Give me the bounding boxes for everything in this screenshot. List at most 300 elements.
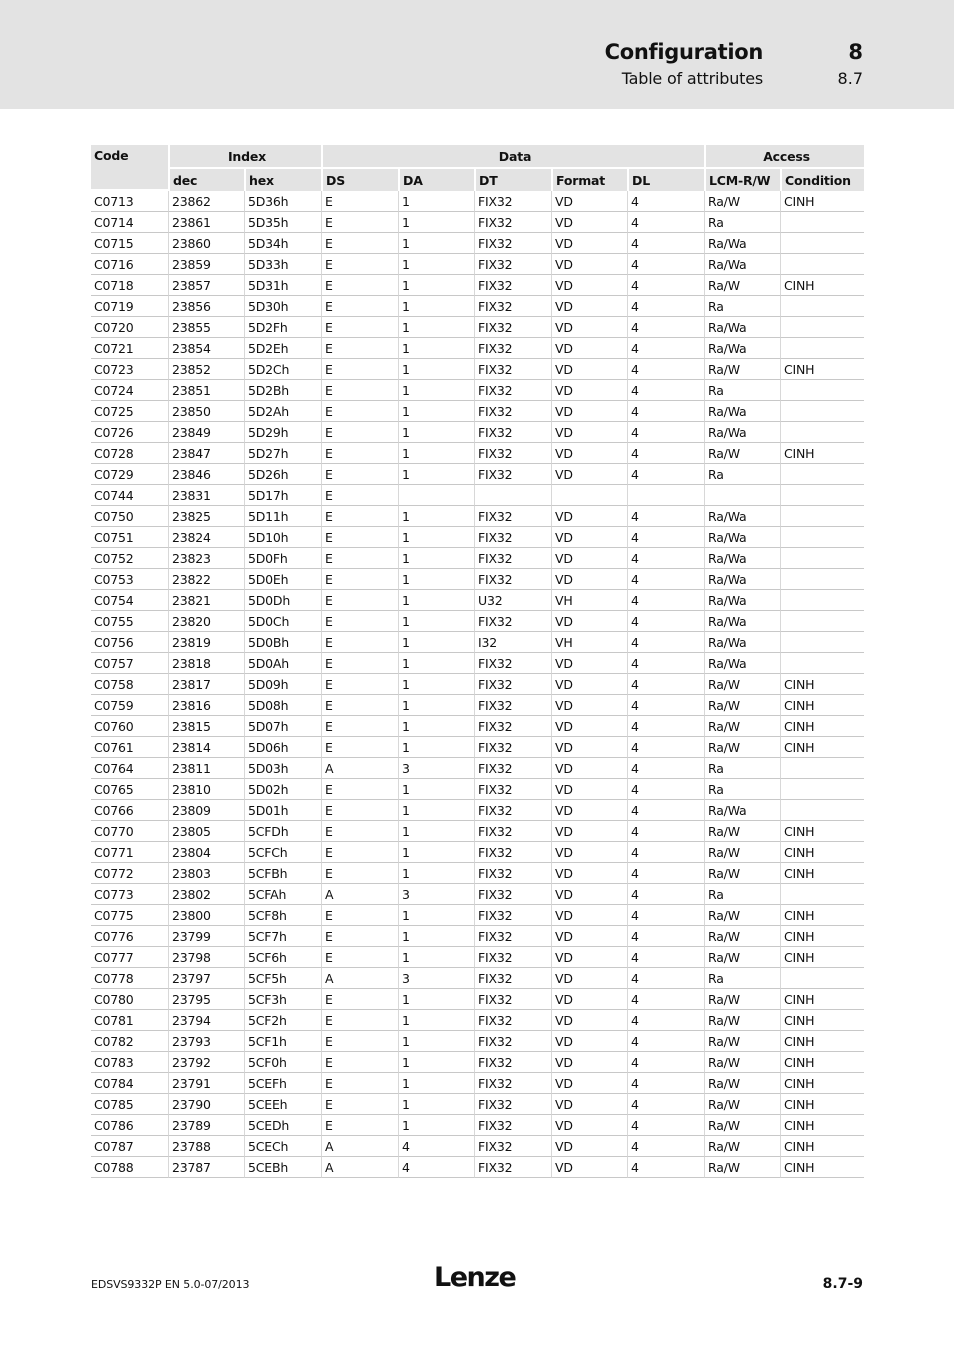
cell-ds: E <box>321 716 398 737</box>
cell-code: C0728 <box>91 443 168 464</box>
cell-da: 1 <box>398 443 474 464</box>
cell-dec: 23802 <box>168 884 244 905</box>
cell-da: 1 <box>398 527 474 548</box>
cell-dt: FIX32 <box>474 1031 551 1052</box>
cell-hex: 5CF0h <box>244 1052 321 1073</box>
cell-dec: 23846 <box>168 464 244 485</box>
cell-format <box>551 485 627 506</box>
cell-dt: FIX32 <box>474 464 551 485</box>
cell-dt: FIX32 <box>474 569 551 590</box>
cell-format: VD <box>551 695 627 716</box>
cell-ds: E <box>321 317 398 338</box>
cell-ds: E <box>321 422 398 443</box>
cell-dt: FIX32 <box>474 359 551 380</box>
cell-condition <box>780 590 864 611</box>
cell-hex: 5CF3h <box>244 989 321 1010</box>
table-row <box>91 317 864 338</box>
cell-ds: E <box>321 989 398 1010</box>
cell-ds: E <box>321 905 398 926</box>
header-code: Code <box>91 145 168 191</box>
cell-condition <box>780 317 864 338</box>
cell-dec: 23857 <box>168 275 244 296</box>
cell-condition <box>780 653 864 674</box>
cell-hex: 5D10h <box>244 527 321 548</box>
cell-code: C0761 <box>91 737 168 758</box>
cell-dt: FIX32 <box>474 905 551 926</box>
cell-lcm-rw: Ra/W <box>704 863 780 884</box>
cell-dl: 4 <box>627 947 704 968</box>
cell-format: VD <box>551 674 627 695</box>
table-body <box>91 191 864 1178</box>
cell-dt: FIX32 <box>474 1136 551 1157</box>
cell-da: 3 <box>398 758 474 779</box>
cell-da: 1 <box>398 1115 474 1136</box>
cell-condition: CINH <box>780 821 864 842</box>
cell-ds: E <box>321 779 398 800</box>
cell-lcm-rw: Ra/W <box>704 674 780 695</box>
cell-dt: FIX32 <box>474 863 551 884</box>
cell-hex: 5CEBh <box>244 1157 321 1178</box>
cell-lcm-rw: Ra <box>704 464 780 485</box>
cell-lcm-rw: Ra/W <box>704 191 780 212</box>
cell-condition: CINH <box>780 275 864 296</box>
cell-dt: FIX32 <box>474 611 551 632</box>
cell-dt: FIX32 <box>474 506 551 527</box>
cell-ds: E <box>321 947 398 968</box>
cell-dl: 4 <box>627 254 704 275</box>
cell-format: VD <box>551 611 627 632</box>
cell-dl: 4 <box>627 926 704 947</box>
cell-ds: E <box>321 380 398 401</box>
cell-format: VD <box>551 380 627 401</box>
cell-condition: CINH <box>780 1031 864 1052</box>
cell-dec: 23819 <box>168 632 244 653</box>
cell-code: C0765 <box>91 779 168 800</box>
cell-da: 1 <box>398 590 474 611</box>
cell-format: VD <box>551 506 627 527</box>
cell-hex: 5CEDh <box>244 1115 321 1136</box>
cell-dec: 23787 <box>168 1157 244 1178</box>
table-row <box>91 569 864 590</box>
table-row <box>91 800 864 821</box>
cell-format: VD <box>551 842 627 863</box>
cell-dl: 4 <box>627 800 704 821</box>
cell-ds: E <box>321 359 398 380</box>
cell-code: C0755 <box>91 611 168 632</box>
cell-condition: CINH <box>780 1136 864 1157</box>
cell-code: C0760 <box>91 716 168 737</box>
cell-lcm-rw: Ra <box>704 779 780 800</box>
cell-hex: 5D2Eh <box>244 338 321 359</box>
cell-lcm-rw: Ra/Wa <box>704 317 780 338</box>
cell-dec: 23791 <box>168 1073 244 1094</box>
cell-ds: A <box>321 968 398 989</box>
cell-hex: 5CFDh <box>244 821 321 842</box>
cell-da: 1 <box>398 548 474 569</box>
cell-lcm-rw: Ra/W <box>704 443 780 464</box>
cell-ds: E <box>321 1073 398 1094</box>
cell-da: 1 <box>398 359 474 380</box>
cell-da: 1 <box>398 779 474 800</box>
cell-ds: E <box>321 674 398 695</box>
cell-dt: FIX32 <box>474 821 551 842</box>
table-row <box>91 884 864 905</box>
cell-dt: FIX32 <box>474 233 551 254</box>
cell-code: C0775 <box>91 905 168 926</box>
cell-ds: E <box>321 485 398 506</box>
cell-code: C0756 <box>91 632 168 653</box>
cell-dec: 23794 <box>168 1010 244 1031</box>
header-index: Index <box>168 145 321 169</box>
cell-ds: E <box>321 527 398 548</box>
cell-code: C0759 <box>91 695 168 716</box>
cell-dec: 23815 <box>168 716 244 737</box>
cell-dec: 23799 <box>168 926 244 947</box>
header-dt: DT <box>474 169 551 191</box>
cell-ds: E <box>321 212 398 233</box>
cell-da: 4 <box>398 1157 474 1178</box>
cell-dt: I32 <box>474 632 551 653</box>
cell-hex: 5D09h <box>244 674 321 695</box>
cell-format: VD <box>551 338 627 359</box>
cell-lcm-rw: Ra/Wa <box>704 611 780 632</box>
header-dec: dec <box>168 169 244 191</box>
table-row <box>91 926 864 947</box>
cell-dec: 23809 <box>168 800 244 821</box>
cell-code: C0715 <box>91 233 168 254</box>
cell-lcm-rw: Ra/Wa <box>704 548 780 569</box>
cell-hex: 5D01h <box>244 800 321 821</box>
cell-format: VD <box>551 401 627 422</box>
cell-dl: 4 <box>627 653 704 674</box>
cell-format: VD <box>551 422 627 443</box>
cell-lcm-rw: Ra/W <box>704 1031 780 1052</box>
cell-da: 1 <box>398 842 474 863</box>
cell-lcm-rw: Ra/Wa <box>704 254 780 275</box>
cell-hex: 5D2Bh <box>244 380 321 401</box>
cell-dl: 4 <box>627 611 704 632</box>
cell-hex: 5D2Ch <box>244 359 321 380</box>
cell-condition: CINH <box>780 674 864 695</box>
cell-da: 1 <box>398 821 474 842</box>
cell-hex: 5D11h <box>244 506 321 527</box>
cell-format: VD <box>551 527 627 548</box>
cell-ds: A <box>321 758 398 779</box>
cell-condition: CINH <box>780 926 864 947</box>
header-data: Data <box>321 145 704 169</box>
cell-da: 1 <box>398 1073 474 1094</box>
cell-lcm-rw: Ra/W <box>704 695 780 716</box>
cell-dec: 23789 <box>168 1115 244 1136</box>
cell-hex: 5CFBh <box>244 863 321 884</box>
table-row <box>91 1115 864 1136</box>
cell-dec: 23856 <box>168 296 244 317</box>
cell-dec: 23822 <box>168 569 244 590</box>
table-row <box>91 548 864 569</box>
cell-dec: 23803 <box>168 863 244 884</box>
cell-dl: 4 <box>627 548 704 569</box>
table-row <box>91 401 864 422</box>
cell-code: C0718 <box>91 275 168 296</box>
cell-hex: 5D30h <box>244 296 321 317</box>
cell-dt: FIX32 <box>474 695 551 716</box>
table-row <box>91 863 864 884</box>
cell-lcm-rw: Ra/Wa <box>704 506 780 527</box>
cell-da: 1 <box>398 569 474 590</box>
cell-format: VD <box>551 548 627 569</box>
cell-dec: 23793 <box>168 1031 244 1052</box>
cell-lcm-rw: Ra/Wa <box>704 569 780 590</box>
cell-dl: 4 <box>627 1010 704 1031</box>
cell-lcm-rw: Ra/W <box>704 1115 780 1136</box>
cell-ds: E <box>321 296 398 317</box>
cell-ds: E <box>321 632 398 653</box>
table-row <box>91 632 864 653</box>
cell-format: VD <box>551 800 627 821</box>
cell-dl: 4 <box>627 569 704 590</box>
cell-dec: 23862 <box>168 191 244 212</box>
cell-dec: 23817 <box>168 674 244 695</box>
cell-dec: 23823 <box>168 548 244 569</box>
cell-da: 1 <box>398 737 474 758</box>
cell-dec: 23790 <box>168 1094 244 1115</box>
cell-dl: 4 <box>627 464 704 485</box>
cell-ds: E <box>321 1031 398 1052</box>
table-row <box>91 1094 864 1115</box>
cell-code: C0753 <box>91 569 168 590</box>
cell-format: VD <box>551 254 627 275</box>
cell-dec: 23814 <box>168 737 244 758</box>
cell-dl: 4 <box>627 233 704 254</box>
cell-dec: 23825 <box>168 506 244 527</box>
cell-code: C0752 <box>91 548 168 569</box>
cell-format: VD <box>551 359 627 380</box>
cell-code: C0729 <box>91 464 168 485</box>
cell-code: C0781 <box>91 1010 168 1031</box>
cell-dl: 4 <box>627 422 704 443</box>
cell-da: 1 <box>398 317 474 338</box>
cell-format: VD <box>551 947 627 968</box>
table-row <box>91 296 864 317</box>
cell-condition <box>780 464 864 485</box>
cell-hex: 5D06h <box>244 737 321 758</box>
cell-dt: FIX32 <box>474 884 551 905</box>
cell-dl: 4 <box>627 674 704 695</box>
table-row <box>91 359 864 380</box>
cell-da: 1 <box>398 905 474 926</box>
cell-ds: E <box>321 548 398 569</box>
cell-hex: 5D0Bh <box>244 632 321 653</box>
cell-hex: 5D0Eh <box>244 569 321 590</box>
cell-format: VD <box>551 821 627 842</box>
cell-condition: CINH <box>780 737 864 758</box>
cell-dl: 4 <box>627 296 704 317</box>
table-row <box>91 968 864 989</box>
cell-da: 1 <box>398 191 474 212</box>
cell-hex: 5CECh <box>244 1136 321 1157</box>
cell-code: C0770 <box>91 821 168 842</box>
cell-ds: A <box>321 1157 398 1178</box>
cell-dl: 4 <box>627 905 704 926</box>
cell-dt: FIX32 <box>474 758 551 779</box>
cell-dl: 4 <box>627 401 704 422</box>
cell-condition: CINH <box>780 716 864 737</box>
header-ds: DS <box>321 169 398 191</box>
cell-lcm-rw: Ra/W <box>704 275 780 296</box>
header-format: Format <box>551 169 627 191</box>
cell-lcm-rw: Ra <box>704 884 780 905</box>
cell-dt: FIX32 <box>474 1010 551 1031</box>
cell-ds: E <box>321 401 398 422</box>
table-row <box>91 422 864 443</box>
cell-hex: 5D27h <box>244 443 321 464</box>
cell-hex: 5D17h <box>244 485 321 506</box>
cell-lcm-rw: Ra/Wa <box>704 632 780 653</box>
table-row <box>91 737 864 758</box>
cell-dec: 23788 <box>168 1136 244 1157</box>
cell-da: 1 <box>398 863 474 884</box>
cell-dt: FIX32 <box>474 296 551 317</box>
cell-code: C0772 <box>91 863 168 884</box>
cell-hex: 5D26h <box>244 464 321 485</box>
table-row <box>91 527 864 548</box>
cell-code: C0754 <box>91 590 168 611</box>
cell-dl: 4 <box>627 443 704 464</box>
cell-condition <box>780 569 864 590</box>
cell-format: VD <box>551 968 627 989</box>
cell-code: C0788 <box>91 1157 168 1178</box>
cell-hex: 5D0Ah <box>244 653 321 674</box>
cell-condition <box>780 233 864 254</box>
cell-ds: E <box>321 1052 398 1073</box>
cell-hex: 5D2Ah <box>244 401 321 422</box>
cell-format: VD <box>551 212 627 233</box>
cell-lcm-rw: Ra/W <box>704 1094 780 1115</box>
attributes-table <box>91 145 864 1178</box>
cell-condition: CINH <box>780 947 864 968</box>
cell-dt: FIX32 <box>474 1157 551 1178</box>
cell-hex: 5CF6h <box>244 947 321 968</box>
cell-dec: 23852 <box>168 359 244 380</box>
header-hex: hex <box>244 169 321 191</box>
cell-lcm-rw: Ra/Wa <box>704 233 780 254</box>
cell-format: VD <box>551 191 627 212</box>
cell-lcm-rw: Ra/W <box>704 1073 780 1094</box>
table-row <box>91 275 864 296</box>
table-row <box>91 191 864 212</box>
cell-dec: 23860 <box>168 233 244 254</box>
cell-ds: E <box>321 821 398 842</box>
cell-dt: U32 <box>474 590 551 611</box>
cell-ds: E <box>321 443 398 464</box>
cell-dec: 23854 <box>168 338 244 359</box>
cell-code: C0780 <box>91 989 168 1010</box>
table-row <box>91 338 864 359</box>
cell-ds: E <box>321 1115 398 1136</box>
cell-lcm-rw: Ra/W <box>704 359 780 380</box>
cell-format: VD <box>551 1073 627 1094</box>
header-access: Access <box>704 145 864 169</box>
cell-hex: 5D0Ch <box>244 611 321 632</box>
cell-ds: E <box>321 506 398 527</box>
table-row <box>91 443 864 464</box>
cell-lcm-rw: Ra/W <box>704 947 780 968</box>
cell-da: 1 <box>398 926 474 947</box>
cell-dt: FIX32 <box>474 275 551 296</box>
cell-hex: 5D35h <box>244 212 321 233</box>
cell-da: 3 <box>398 884 474 905</box>
cell-ds: E <box>321 1094 398 1115</box>
cell-dl: 4 <box>627 380 704 401</box>
cell-hex: 5D08h <box>244 695 321 716</box>
cell-format: VD <box>551 989 627 1010</box>
cell-format: VD <box>551 905 627 926</box>
cell-code: C0724 <box>91 380 168 401</box>
cell-lcm-rw: Ra <box>704 296 780 317</box>
cell-condition <box>780 548 864 569</box>
cell-dl: 4 <box>627 632 704 653</box>
cell-da: 3 <box>398 968 474 989</box>
cell-hex: 5CFAh <box>244 884 321 905</box>
cell-dl: 4 <box>627 737 704 758</box>
cell-ds: E <box>321 1010 398 1031</box>
cell-lcm-rw: Ra <box>704 380 780 401</box>
cell-dec: 23798 <box>168 947 244 968</box>
cell-dt: FIX32 <box>474 1094 551 1115</box>
header-condition: Condition <box>780 169 864 191</box>
cell-format: VD <box>551 1157 627 1178</box>
cell-dec: 23851 <box>168 380 244 401</box>
cell-condition: CINH <box>780 905 864 926</box>
cell-code: C0713 <box>91 191 168 212</box>
cell-ds: A <box>321 884 398 905</box>
cell-dt: FIX32 <box>474 1052 551 1073</box>
cell-condition: CINH <box>780 695 864 716</box>
cell-ds: E <box>321 926 398 947</box>
table-row <box>91 947 864 968</box>
cell-condition <box>780 212 864 233</box>
cell-da: 1 <box>398 233 474 254</box>
cell-ds: E <box>321 464 398 485</box>
cell-condition <box>780 968 864 989</box>
cell-dec: 23831 <box>168 485 244 506</box>
cell-dl: 4 <box>627 1136 704 1157</box>
cell-dt: FIX32 <box>474 548 551 569</box>
cell-lcm-rw: Ra/W <box>704 1052 780 1073</box>
document-id: EDSVS9332P EN 5.0-07/2013 <box>91 1278 250 1291</box>
cell-hex: 5D02h <box>244 779 321 800</box>
table-row <box>91 254 864 275</box>
cell-hex: 5D33h <box>244 254 321 275</box>
lenze-logo: Lenze <box>434 1262 516 1293</box>
cell-dt: FIX32 <box>474 527 551 548</box>
cell-dec: 23810 <box>168 779 244 800</box>
cell-lcm-rw: Ra/W <box>704 989 780 1010</box>
cell-dl: 4 <box>627 191 704 212</box>
cell-condition: CINH <box>780 359 864 380</box>
cell-dt <box>474 485 551 506</box>
cell-format: VD <box>551 1094 627 1115</box>
cell-lcm-rw: Ra/Wa <box>704 401 780 422</box>
cell-hex: 5D2Fh <box>244 317 321 338</box>
cell-condition <box>780 800 864 821</box>
cell-da: 1 <box>398 1094 474 1115</box>
cell-condition: CINH <box>780 1157 864 1178</box>
cell-dt: FIX32 <box>474 191 551 212</box>
cell-dl: 4 <box>627 590 704 611</box>
header-lcm-rw: LCM-R/W <box>704 169 780 191</box>
cell-lcm-rw: Ra/W <box>704 926 780 947</box>
